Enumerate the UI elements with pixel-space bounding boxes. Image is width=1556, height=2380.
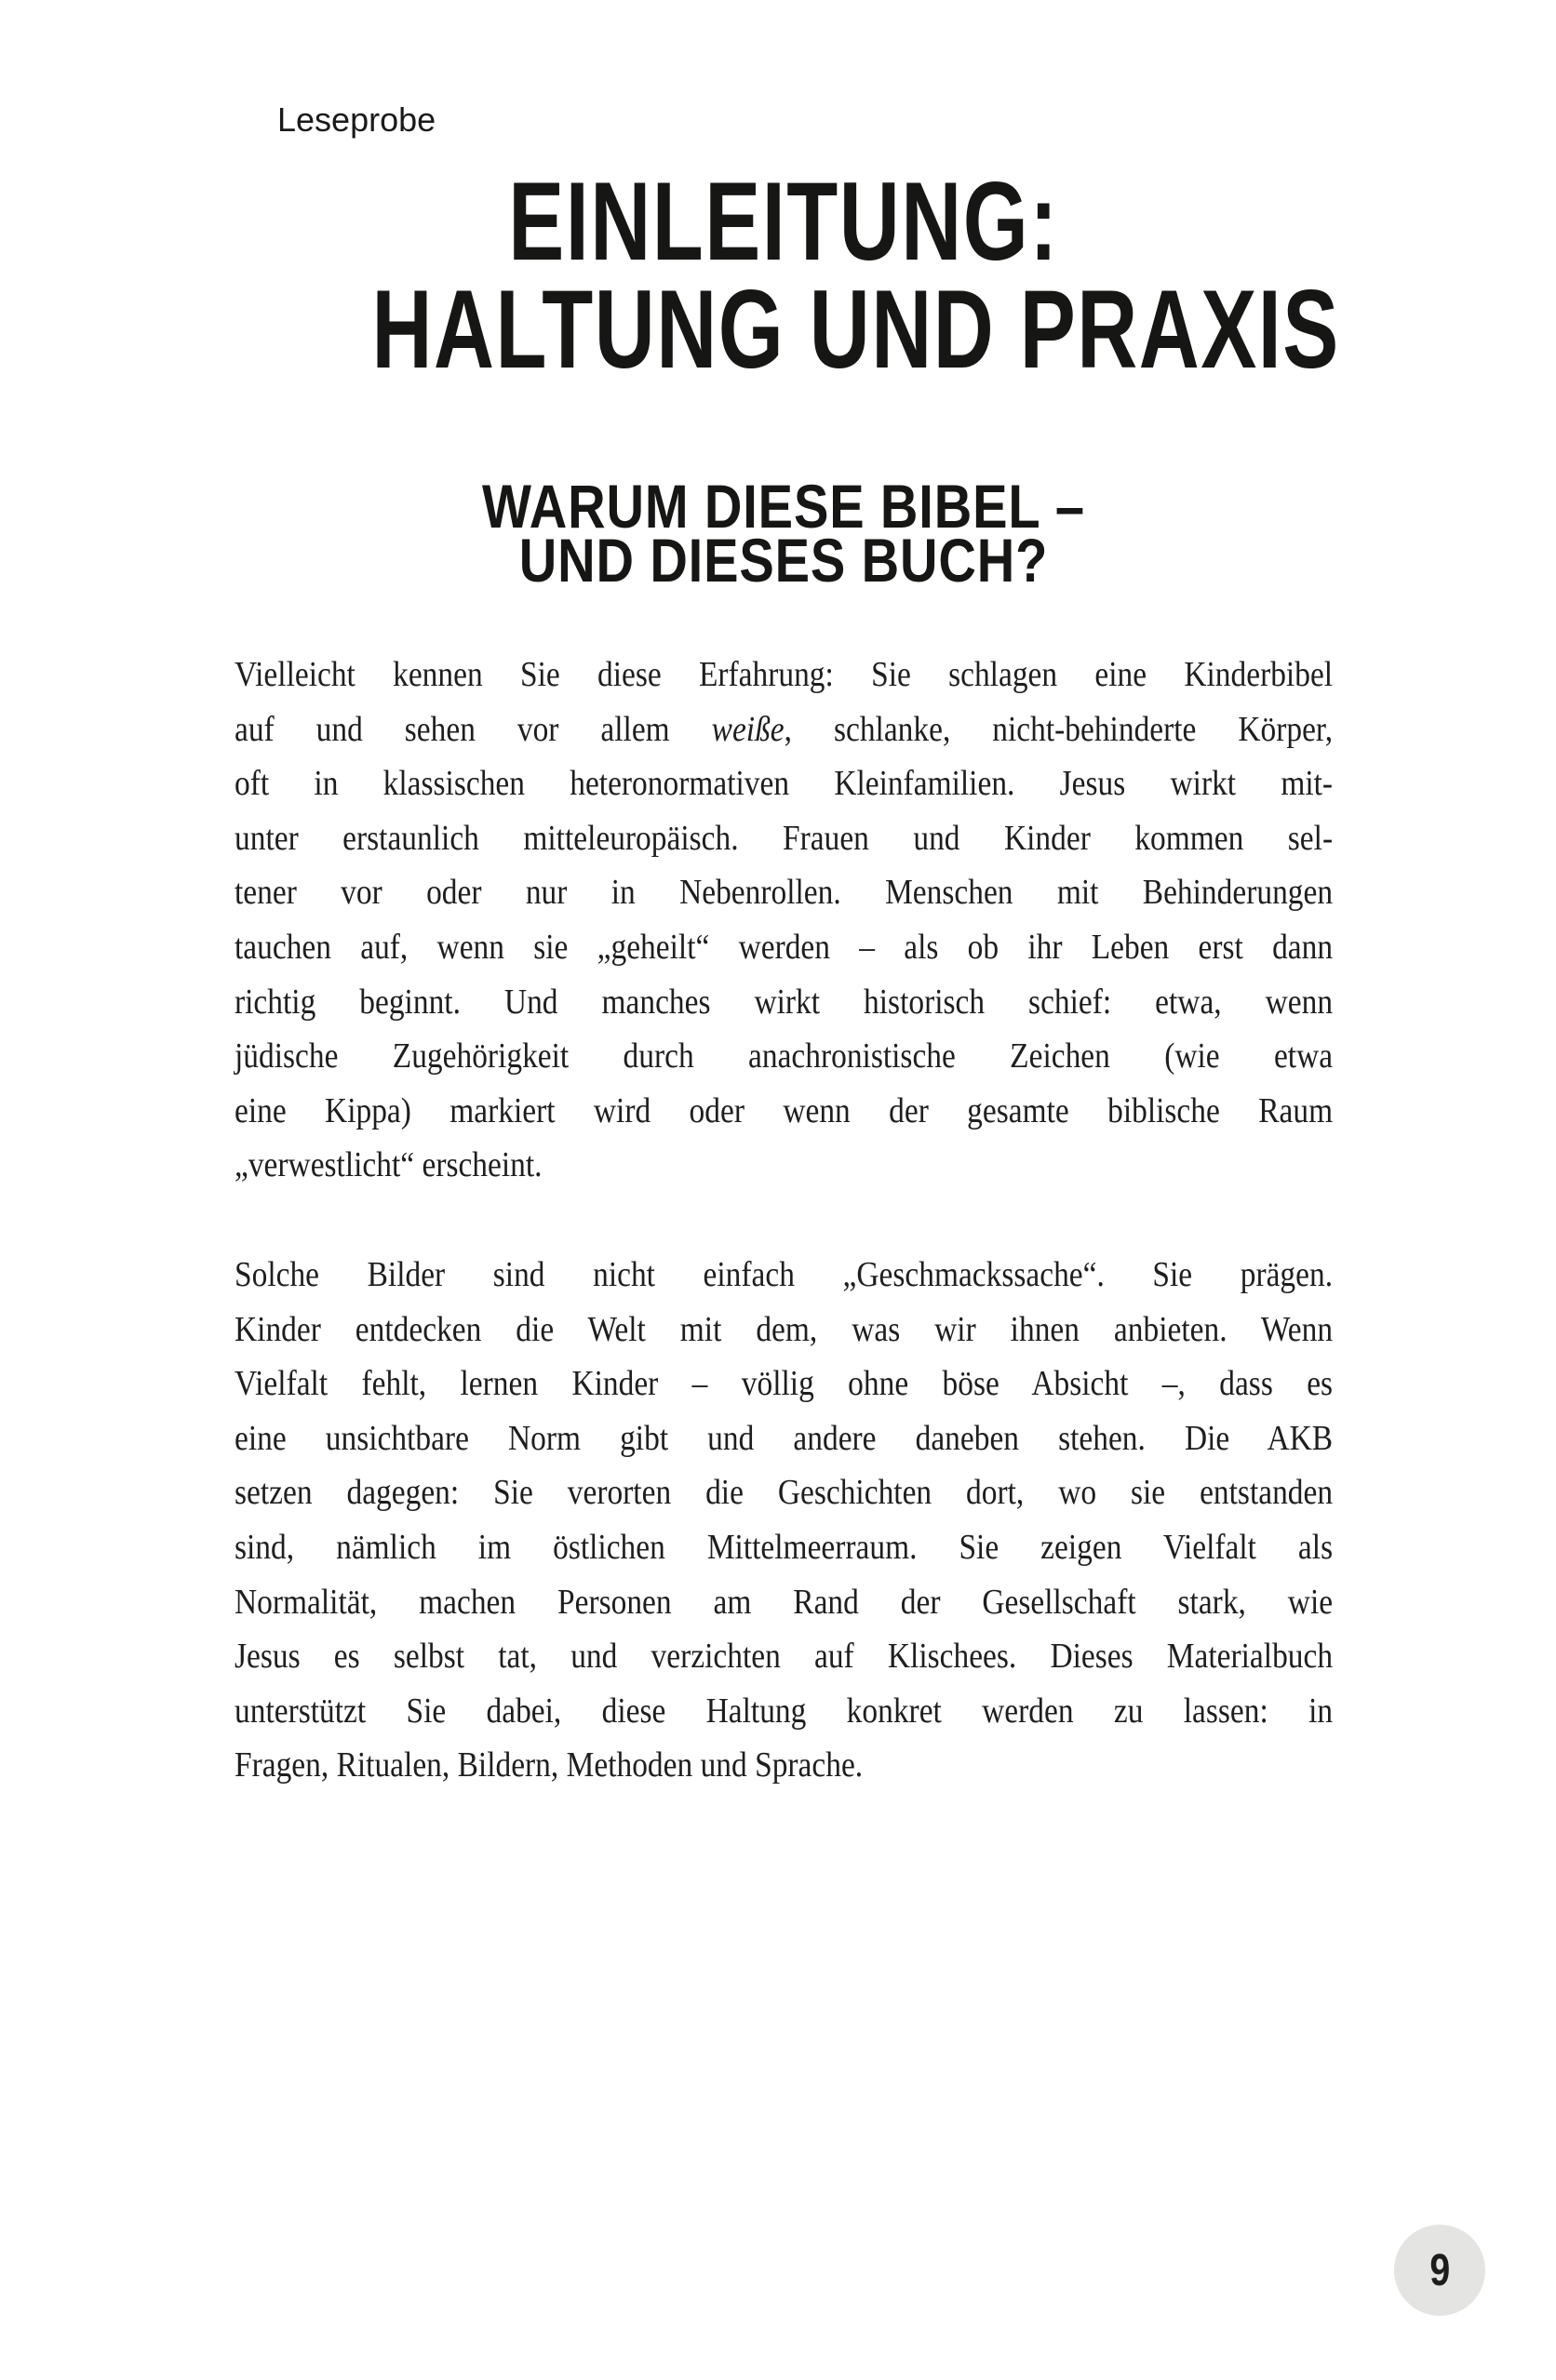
body-line: richtig beginnt. Und manches wirkt historisch schief: etwa, wenn [235, 982, 1334, 1022]
page-number: 9 [1429, 2245, 1450, 2295]
paragraph-1 [235, 648, 1333, 1193]
body-line: eine unsichtbare Norm gibt und andere daneben stehen. Die AKB [235, 1418, 1334, 1458]
body-line: Fragen, Ritualen, Bildern, Methoden und Sprache. [235, 1745, 864, 1785]
section-title-line2: UND DIESES BUCH? [518, 526, 1049, 595]
body-line: Vielleicht kennen Sie diese Erfahrung: Sie schlagen eine Kinderbibel [235, 655, 1334, 694]
body-line: sind, nämlich im östlichen Mittelmeerraum. Sie zeigen Vielfalt als [235, 1527, 1334, 1567]
body-line: Normalität, machen Personen am Rand der Gesellschaft stark, wie [235, 1582, 1334, 1622]
body-line: Solche Bilder sind nicht einfach „Geschmackssache“. Sie prägen. [235, 1255, 1334, 1294]
body-line: unterstützt Sie dabei, diese Haltung konkret werden zu lassen: in [235, 1691, 1334, 1731]
body-line: „verwestlicht“ erscheint. [235, 1145, 543, 1185]
body-line: Jesus es selbst tat, und verzichten auf Klischees. Dieses Materialbuch [235, 1637, 1334, 1677]
body-line: auf und sehen vor allem weiße, schlanke, nicht-behinderte Körper, [235, 709, 1334, 749]
body-line: eine Kippa) markiert wird oder wenn der gesamte biblische Raum [235, 1090, 1334, 1130]
chapter-title-line1: EINLEITUNG: [508, 159, 1059, 284]
body-line: setzen dagegen: Sie verorten die Geschichten dort, wo sie entstanden [235, 1473, 1334, 1513]
body-line: Kinder entdecken die Welt mit dem, was wir ihnen anbieten. Wenn [235, 1309, 1334, 1349]
chapter-title [371, 159, 1340, 392]
body-line: oft in klassischen heteronormativen Kleinfamilien. Jesus wirkt mit- [235, 764, 1334, 804]
body-line: Vielfalt fehlt, lernen Kinder – völlig ohne böse Absicht –, dass es [235, 1364, 1334, 1404]
body-line: tauchen auf, wenn sie „geheilt“ werden – als ob ihr Leben erst dann [235, 927, 1334, 967]
sample-label: Leseprobe [277, 100, 436, 139]
page-number-badge [1394, 2225, 1485, 2316]
body-line: jüdische Zugehörigkeit durch anachronistische Zeichen (wie etwa [235, 1036, 1334, 1076]
paragraph-2 [235, 1248, 1333, 1793]
chapter-title-line2: HALTUNG UND PRAXIS [371, 267, 1340, 392]
body-line: tener vor oder nur in Nebenrollen. Menschen mit Behinderungen [235, 873, 1334, 913]
body-line: unter erstaunlich mitteleuropäisch. Frauen und Kinder kommen sel- [235, 818, 1334, 858]
section-title-line1: WARUM DIESE BIBEL – [482, 472, 1085, 541]
section-title [317, 472, 1251, 595]
